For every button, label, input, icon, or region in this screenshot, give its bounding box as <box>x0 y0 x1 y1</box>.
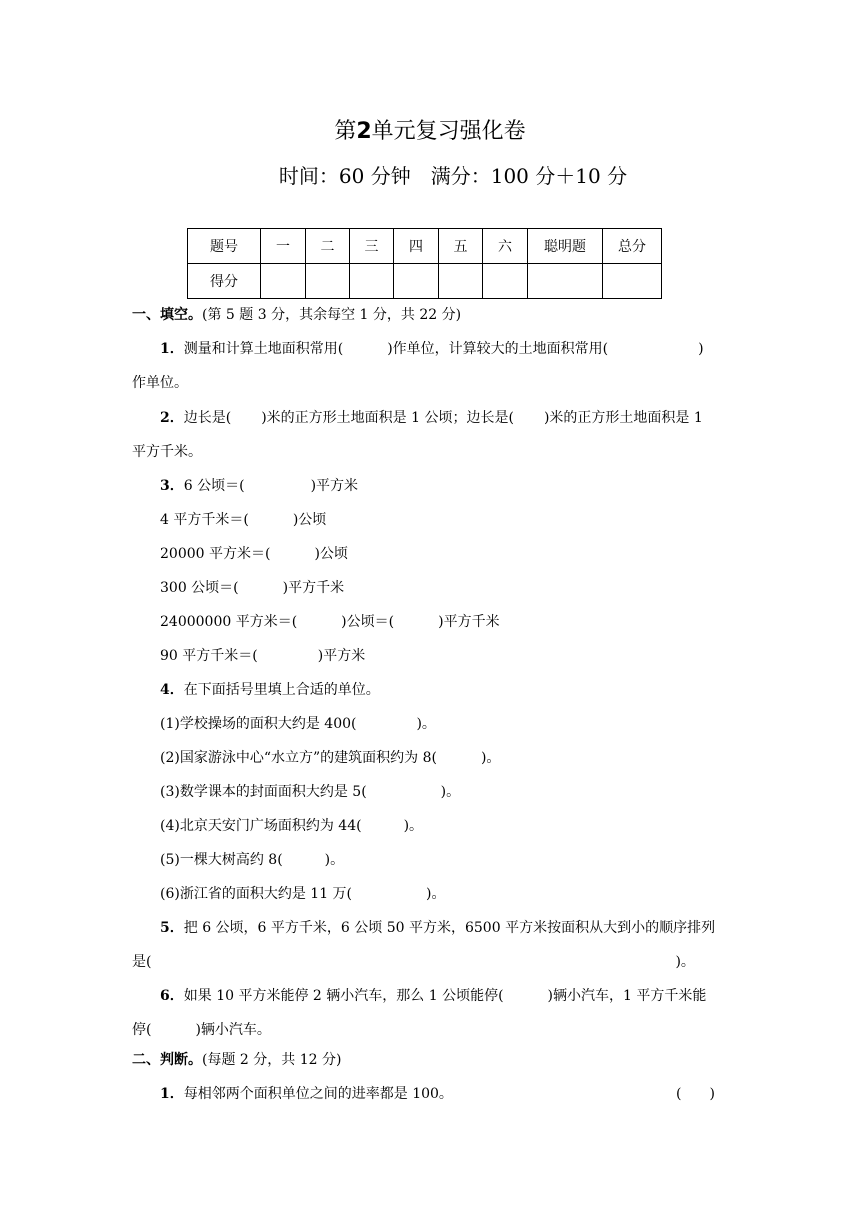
q4-number: 4． <box>160 682 184 698</box>
score-table <box>187 228 662 299</box>
q4-s1-a: (1)学校操场的面积大约是 400( <box>160 716 357 732</box>
q6-text-d: )辆小汽车。 <box>195 1022 271 1038</box>
q3-l4-a: 300 公顷＝( <box>160 580 239 596</box>
q1-line2: 作单位。 <box>132 375 188 391</box>
q4-s3-a: (3)数学课本的封面面积大约是 5( <box>160 784 367 800</box>
q3-l4-b: )平方千米 <box>282 580 345 596</box>
score-header-cell: 四 <box>394 229 439 264</box>
q4-s1-b: )。 <box>416 716 436 732</box>
q2-text-c: )米的正方形土地面积是 1 <box>543 410 703 426</box>
score-cell[interactable] <box>394 264 439 299</box>
q4-s5-b: )。 <box>324 852 345 868</box>
q4-line <box>160 680 380 700</box>
q4-sub5 <box>160 850 344 870</box>
judge-answer-paren[interactable]: ( ) <box>676 1086 715 1102</box>
q3-line5 <box>160 612 500 632</box>
q1-number: 1． <box>160 341 184 357</box>
q6-text-b: )辆小汽车，1 平方千米能 <box>547 988 707 1004</box>
q4-sub6 <box>160 884 445 904</box>
score-table-header-row <box>188 229 662 264</box>
score-cell[interactable] <box>439 264 483 299</box>
score-cell[interactable] <box>306 264 350 299</box>
score-row-label: 得分 <box>188 264 261 299</box>
score-header-cell: 五 <box>439 229 483 264</box>
q1-line1 <box>160 339 704 359</box>
s2-q1-text: 每相邻两个面积单位之间的进率都是 100。 <box>183 1086 453 1102</box>
q5-text-c: )。 <box>675 954 695 970</box>
q6-text-c: 停( <box>132 1022 152 1038</box>
score-cell[interactable] <box>603 264 662 299</box>
q4-sub3 <box>160 782 460 802</box>
q1-text-a: 测量和计算土地面积常用( <box>183 341 344 357</box>
q3-line3 <box>160 544 348 564</box>
q3-l5-a: 24000000 平方米＝( <box>160 614 298 630</box>
q4-s6-a: (6)浙江省的面积大约是 11 万( <box>160 886 353 902</box>
q4-s4-a: (4)北京天安门广场面积约为 44( <box>160 818 362 834</box>
q6-line2 <box>132 1020 271 1040</box>
score-table-score-row <box>188 264 662 299</box>
q4-text: 在下面括号里填上合适的单位。 <box>183 682 380 698</box>
q3-l6-a: 90 平方千米＝( <box>160 648 258 664</box>
score-cell[interactable] <box>528 264 603 299</box>
score-header-cell: 二 <box>306 229 350 264</box>
q3-line4 <box>160 578 344 598</box>
section1-heading: 一、填空。 <box>132 307 202 323</box>
q4-s2-b: )。 <box>480 750 501 766</box>
q5-line2 <box>132 952 695 972</box>
score-cell[interactable] <box>483 264 528 299</box>
q3-number: 3． <box>160 478 184 494</box>
score-cell[interactable] <box>261 264 306 299</box>
q3-line2 <box>160 510 326 530</box>
title-suffix: 单元复习强化卷 <box>371 119 526 144</box>
q2-text-a: 边长是( <box>183 410 232 426</box>
q3-l3-b: )公顷 <box>314 546 348 562</box>
q4-s3-b: )。 <box>440 784 461 800</box>
q4-sub1 <box>160 714 436 734</box>
q3-line1 <box>160 476 358 496</box>
page-subtitle: 时间：60 分钟 满分：100 分＋10 分 <box>278 164 628 188</box>
q2-number: 2． <box>160 410 184 426</box>
q2-text-b: )米的正方形土地面积是 1 公顷；边长是( <box>261 410 514 426</box>
score-header-cell: 题号 <box>188 229 261 264</box>
q5-text-a: 把 6 公顷，6 平方千米，6 公顷 50 平方米，6500 平方米按面积从大到小的顺序排列 <box>183 920 716 936</box>
q3-l1-a: 6 公顷＝( <box>183 478 245 494</box>
q3-l5-c: )平方千米 <box>438 614 500 630</box>
q1-text-c: ) <box>698 341 704 357</box>
q2-line2: 平方千米。 <box>132 444 202 460</box>
s2-q1-number: 1． <box>160 1086 184 1102</box>
score-cell[interactable] <box>350 264 394 299</box>
score-header-cell: 一 <box>261 229 306 264</box>
section2-heading-line <box>132 1050 341 1070</box>
q3-l1-b: )平方米 <box>310 478 359 494</box>
q3-l2-b: )公顷 <box>292 512 327 528</box>
q5-text-b: 是( <box>132 954 152 970</box>
q1-text-b: )作单位，计算较大的土地面积常用( <box>387 341 609 357</box>
title-number: 2 <box>356 119 372 144</box>
q5-number: 5． <box>160 920 184 936</box>
title-prefix: 第 <box>334 119 357 144</box>
q4-s2-a: (2)国家游泳中心“水立方”的建筑面积约为 8( <box>160 750 437 766</box>
page-title <box>0 114 860 145</box>
q4-s4-b: )。 <box>403 818 424 834</box>
q6-text-a: 如果 10 平方米能停 2 辆小汽车，那么 1 公顷能停( <box>183 988 504 1004</box>
q4-s5-a: (5)一棵大树高约 8( <box>160 852 283 868</box>
section1-heading-line <box>132 305 461 325</box>
score-header-cell: 三 <box>350 229 394 264</box>
q6-line1 <box>160 986 706 1006</box>
section2-heading: 二、判断。 <box>132 1052 202 1068</box>
q6-number: 6． <box>160 988 184 1004</box>
q3-l5-b: )公顷＝( <box>341 614 395 630</box>
q4-s6-b: )。 <box>426 886 446 902</box>
q3-l2-a: 4 平方千米＝( <box>160 512 249 528</box>
q3-l6-b: )平方米 <box>317 648 366 664</box>
q4-sub4 <box>160 816 423 836</box>
score-header-cell: 聪明题 <box>528 229 603 264</box>
score-header-cell: 总分 <box>603 229 662 264</box>
q4-sub2 <box>160 748 500 768</box>
q3-line6 <box>160 646 365 666</box>
q2-line1 <box>160 408 703 428</box>
q5-line1 <box>160 918 715 938</box>
s2-q1-line <box>160 1084 453 1104</box>
section1-note: (第 5 题 3 分，其余每空 1 分，共 22 分) <box>202 307 462 323</box>
score-header-cell: 六 <box>483 229 528 264</box>
section2-note: (每题 2 分，共 12 分) <box>202 1052 342 1068</box>
q3-l3-a: 20000 平方米＝( <box>160 546 271 562</box>
